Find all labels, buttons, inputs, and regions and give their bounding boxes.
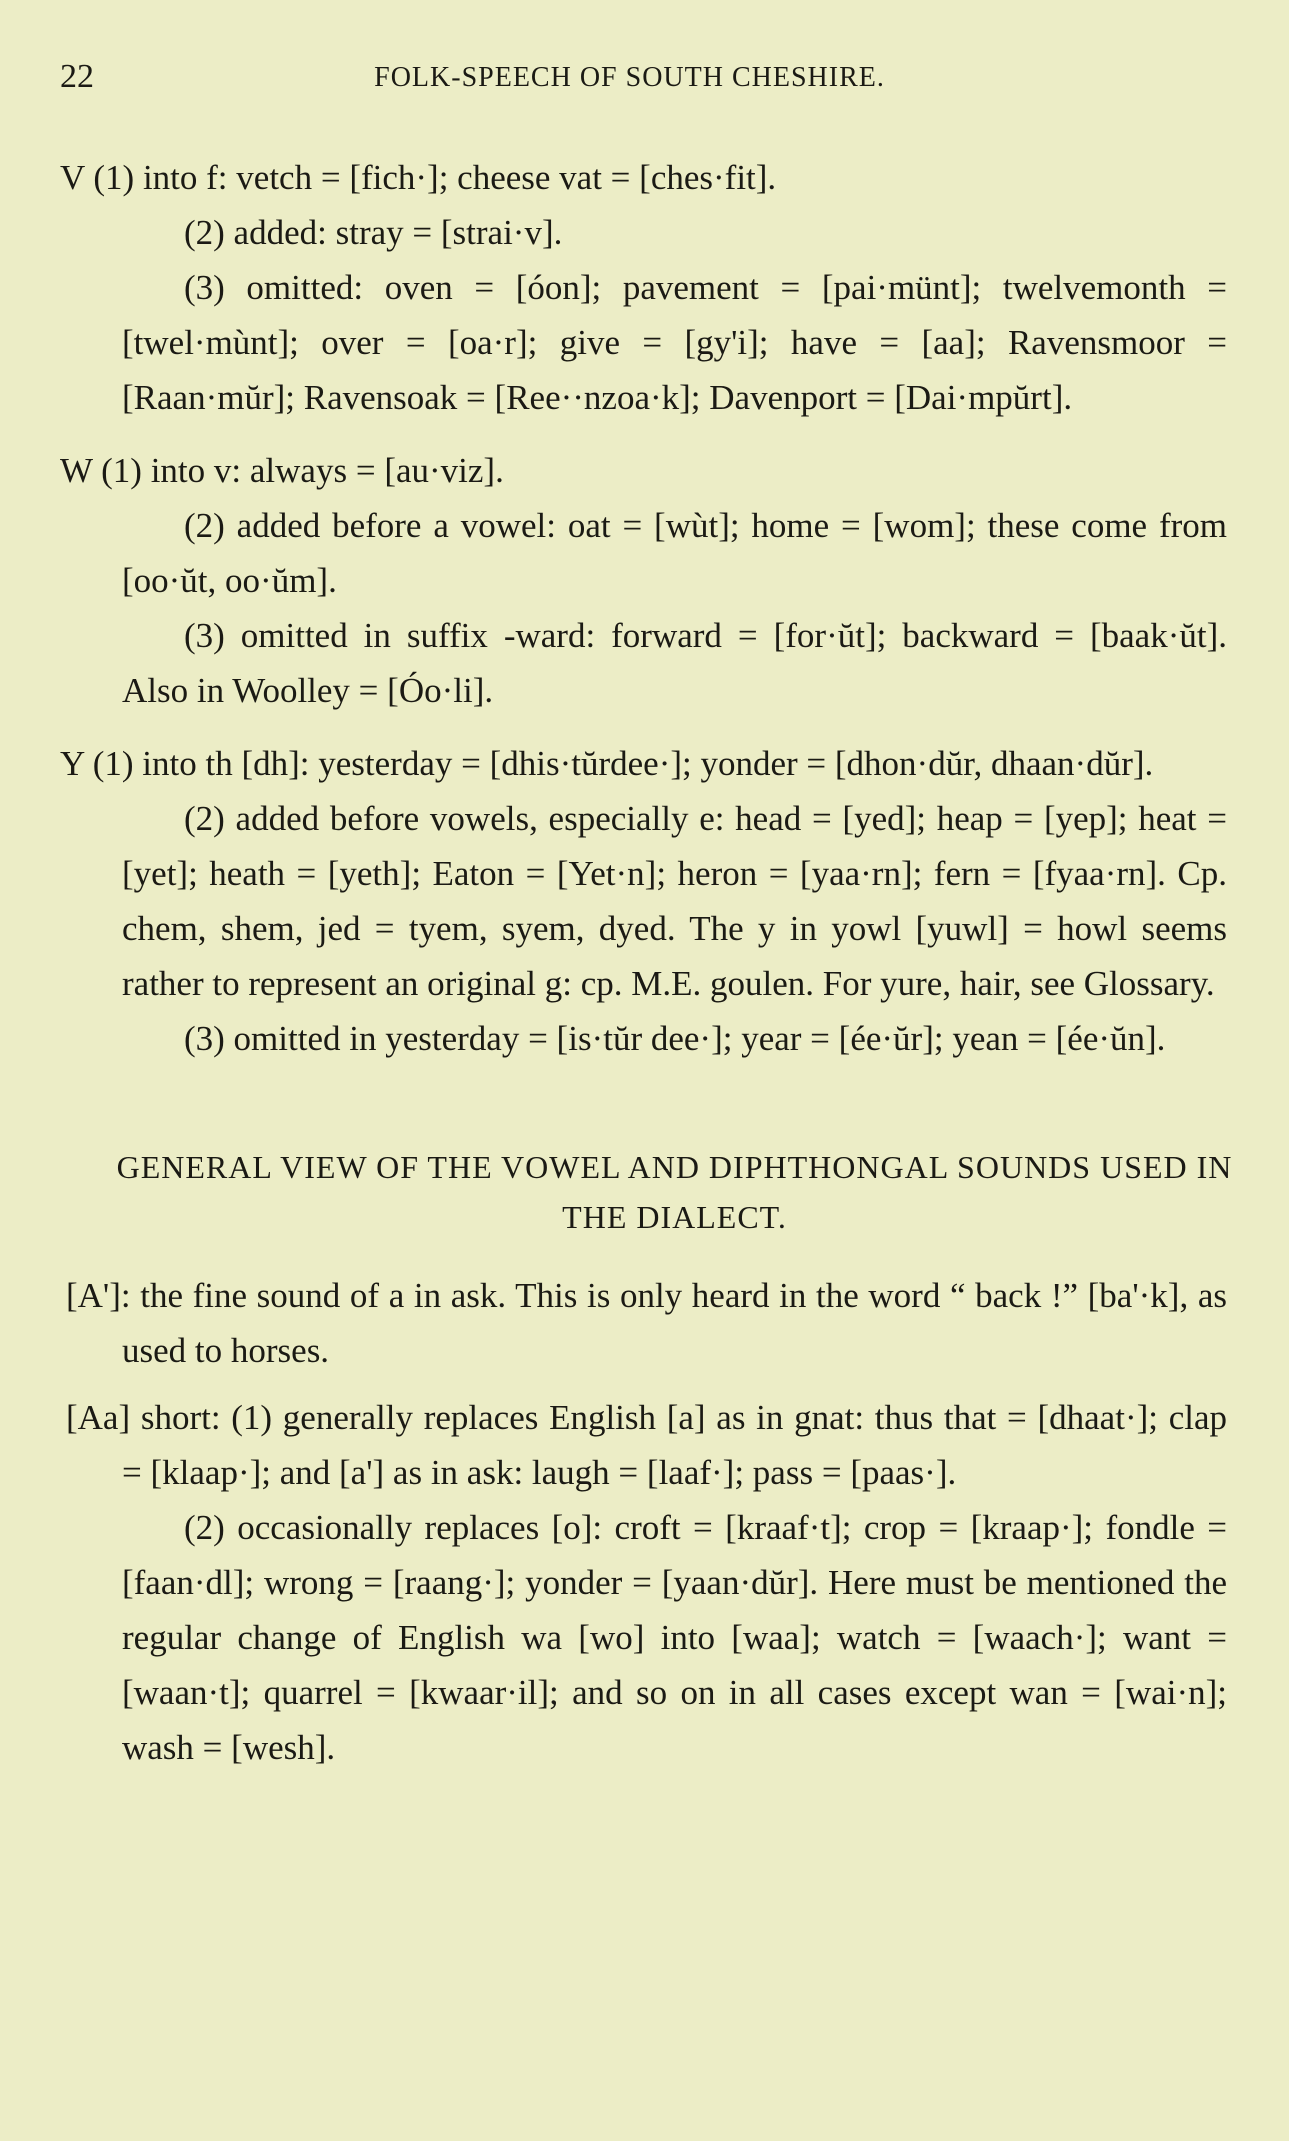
- page-number: 22: [60, 58, 94, 95]
- body-text: [60, 150, 1233, 1787]
- running-title: FOLK-SPEECH OF SOUTH CHESHIRE.: [374, 62, 885, 93]
- paragraph: (3) omitted in suffix -ward: forward = [for·ŭt]; backward = [baak·ŭt]. Also in Woolley = [Óo·li].: [122, 616, 1227, 710]
- paragraph: W (1) into v: always = [au·viz].: [60, 451, 504, 490]
- vowel-entry-aa: [66, 1390, 1227, 1775]
- vowel-entry-a-apostrophe: [66, 1268, 1227, 1378]
- paragraph: Y (1) into th [dh]: yesterday = [dhis·tŭrdee·]; yonder = [dhon·dŭr, dhaan·dŭr].: [60, 744, 1154, 783]
- page-header: [60, 58, 1199, 102]
- paragraph: [A']: the fine sound of a in ask. This is only heard in the word “ back !” [ba'·k], as used to horses.: [66, 1276, 1227, 1370]
- paragraph: [Aa] short: (1) generally replaces English [a] as in gnat: thus that = [dhaat·]; clap = [klaap·]; and [a'] as in ask: laugh = [laaf·]; pass = [paas·].: [66, 1398, 1227, 1492]
- paragraph: (3) omitted: oven = [óon]; pavement = [pai·münt]; twelvemonth = [twel·mùnt]; over = [oa·r]; give = [gy'i]; have = [aa]; Ravensmoor = [Raan·mŭr]; Ravensoak = [Ree··nzoa·k]; Davenport = [Dai·mpŭrt].: [122, 268, 1227, 417]
- entry-v: [60, 150, 1227, 425]
- paragraph: (2) added before vowels, especially e: head = [yed]; heap = [yep]; heat = [yet]; heath = [yeth]; Eaton = [Yet·n]; heron = [yaa·rn]; fern = [fyaa·rn]. Cp. chem, shem, jed = tyem, syem, dyed. The y in yowl [yuwl] = howl seems rather to represent an original g: cp. M.E. goulen. For yure, hair, see Glossary.: [122, 799, 1227, 1003]
- entry-w: [60, 443, 1227, 718]
- paragraph: (3) omitted in yesterday = [is·tŭr dee·]; year = [ée·ŭr]; yean = [ée·ŭn].: [184, 1019, 1166, 1058]
- paragraph: V (1) into f: vetch = [fich·]; cheese vat = [ches·fit].: [60, 158, 777, 197]
- paragraph: (2) added: stray = [strai·v].: [184, 213, 563, 252]
- section-title: GENERAL VIEW OF THE VOWEL AND DIPHTHONGAL SOUNDS USED IN THE DIALECT.: [116, 1149, 1233, 1235]
- paragraph: (2) occasionally replaces [o]: croft = [kraaf·t]; crop = [kraap·]; fondle = [faan·dl]; wrong = [raang·]; yonder = [yaan·dŭr]. Here must be mentioned the regular change of English wa [wo] into [waa]; watch = [waach·]; want = [waan·t]; quarrel = [kwaar·il]; and so on in all cases except wan = [wai·n]; wash = [wesh].: [122, 1508, 1227, 1767]
- paragraph: (2) added before a vowel: oat = [wùt]; home = [wom]; these come from [oo·ŭt, oo·ŭm].: [122, 506, 1227, 600]
- entry-y: [60, 736, 1227, 1066]
